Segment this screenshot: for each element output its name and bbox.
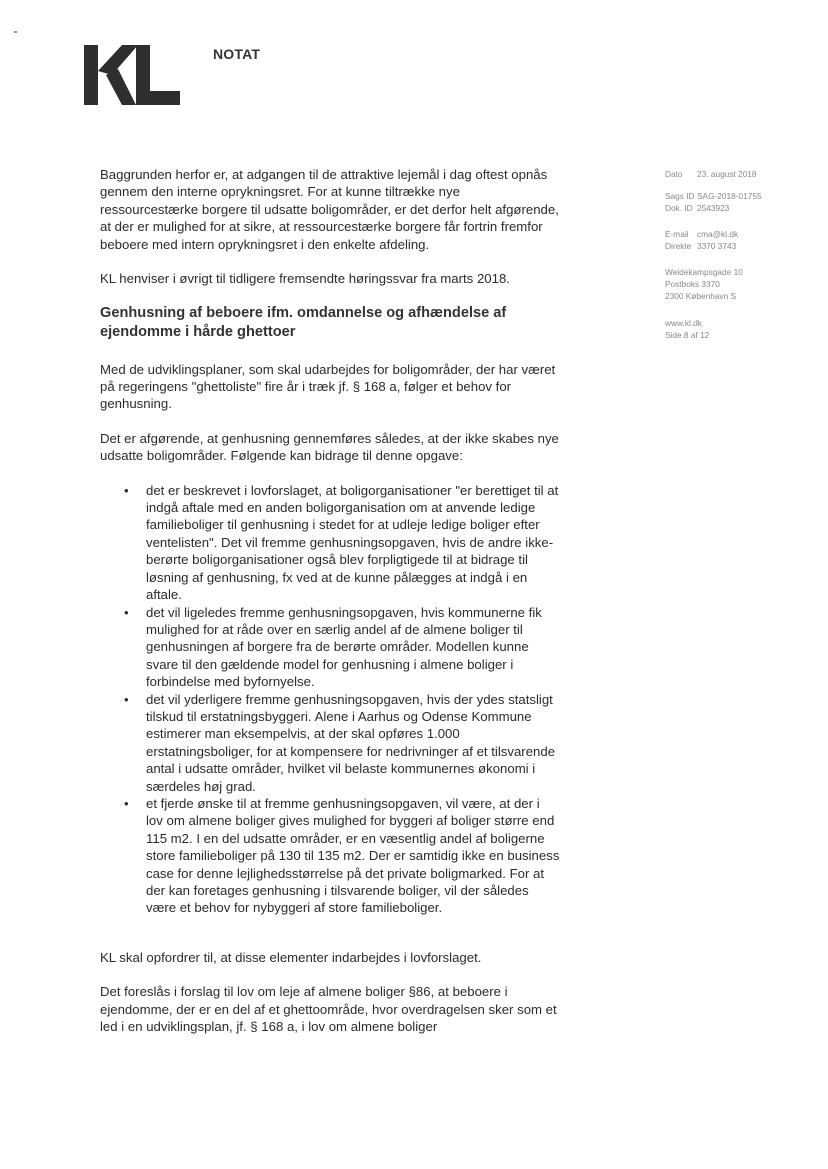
address-line-1: Weidekampsgade 10 — [665, 267, 743, 278]
metadata-ids — [665, 168, 815, 215]
paragraph-recommendation: KL skal opfordrer til, at disse elementer indarbejdes i lovforslaget. — [100, 949, 482, 965]
document-body — [100, 166, 560, 1052]
list-item: • et fjerde ønske til at fremme genhusningsopgaven, vil være, at der i lov om almene boliger gives mulighed for byggeri af boliger større end 115 m2. I en del udsatte områder, er en væsentlig andel af boligerne store familieboliger på 130 til 135 m2. Der er samtidig ikke en business case for denne lejlighedsstørrelse på det private boligmarked. For at der kan foretages genhusning i tilsvarende boliger, vil der således være et behov for nybyggeri af store familieboliger. — [146, 795, 560, 917]
case-id-label: Sags ID — [665, 191, 695, 202]
date-label: Dato — [665, 169, 683, 179]
paragraph-background: Baggrunden herfor er, at adgangen til de attraktive lejemål i dag oftest opnås gennem den interne oprykningsret. For at kunne tiltrække nye ressourcestærke borgere til udsatte boligområder, er det derfor helt afgørende, at der er mulighed for at sikre, at ressourcestærke borgere får fortrin fremfor beboere med intern oprykningsret i den enkelte afdeling. — [100, 167, 559, 252]
doc-id-value: 2543923 — [697, 203, 730, 214]
paragraph-intro-list: Det er afgørende, at genhusning gennemføres således, at der ikke skabes nye udsatte boligområder. Følgende kan bidrage til denne opgave: — [100, 430, 559, 464]
kl-logo — [84, 45, 180, 105]
case-id-line — [665, 190, 815, 202]
list-item: • det vil yderligere fremme genhusningsopgaven, hvis der ydes statsligt tilskud til erstatningsbyggeri. Alene i Aarhus og Odense Kommune estimerer man eksempelvis, at der skal opføres 1.000 erstatningsboliger, for at kompensere for nedrivninger af et tilsvarende antal i udsatte områder, hvilket vil belaste kommunernes økonomi i særdeles høj grad. — [146, 691, 560, 795]
address-line-3: 2300 København S — [665, 291, 737, 302]
list-item: • det er beskrevet i lovforslaget, at boligorganisationer "er berettiget til at indgå aftale med en anden boligorganisation om at anvende ledige familieboliger til genhusning i stedet for at udleje ledige boliger efter ventelisten". Det vil fremme genhusningsopgaven, hvis de andre ikke-berørte boligorganisationer også blev forpligtigede til at bidrage til løsning af genhusning, fx ved at de kunne pålægges at indgå i en aftale. — [146, 482, 560, 604]
metadata-sidebar — [665, 168, 815, 349]
phone-line — [665, 240, 815, 252]
bullet-list — [100, 482, 560, 917]
metadata-contact — [665, 228, 815, 252]
doc-id-label: Dok. ID — [665, 203, 693, 214]
phone-value: 3370 3743 — [697, 240, 737, 251]
date-value: 23. august 2018 — [697, 169, 757, 179]
paragraph-plans: Med de udviklingsplaner, som skal udarbejdes for boligområder, der har været på regeringens "ghettoliste" fire år i træk jf. § 168 a, følger et behov for genhusning. — [100, 361, 556, 412]
address-line-2: Postboks 3370 — [665, 279, 720, 290]
scan-speck — [14, 31, 17, 33]
section-heading: Genhusning af beboere ifm. omdannelse og afhændelse af ejendomme i hårde ghettoer — [100, 305, 507, 341]
document-type: NOTAT — [213, 46, 261, 62]
metadata-web — [665, 317, 815, 341]
page-number: Side 8 af 12 — [665, 329, 710, 340]
date-line — [665, 168, 815, 180]
list-item: • det vil ligeledes fremme genhusningsopgaven, hvis kommunerne fik mulighed for at råde over en særlig andel af de almene boliger til genhusningen af borgere fra de berørte områder. Modellen kunne svare til den gældende model for genhusning i almene boliger i forbindelse med byfornyelse. — [146, 604, 560, 691]
website-link[interactable]: www.kl.dk — [665, 317, 702, 328]
metadata-address — [665, 266, 815, 303]
email-value[interactable]: cma@kl.dk — [697, 228, 739, 239]
phone-label: Direkte — [665, 240, 692, 251]
email-label: E-mail — [665, 228, 689, 239]
paragraph-reference: KL henviser i øvrigt til tidligere fremsendte høringssvar fra marts 2018. — [100, 271, 510, 287]
email-line — [665, 228, 815, 240]
paragraph-proposal: Det foreslås i forslag til lov om leje af almene boliger §86, at beboere i ejendomme, der er en del af et ghettoområde, hvor overdragelsen sker som et led i en udviklingsplan, jf. § 168 a, i lov om almene boliger — [100, 984, 557, 1035]
doc-id-line — [665, 202, 815, 214]
case-id-value: SAG-2018-01755 — [697, 191, 762, 202]
